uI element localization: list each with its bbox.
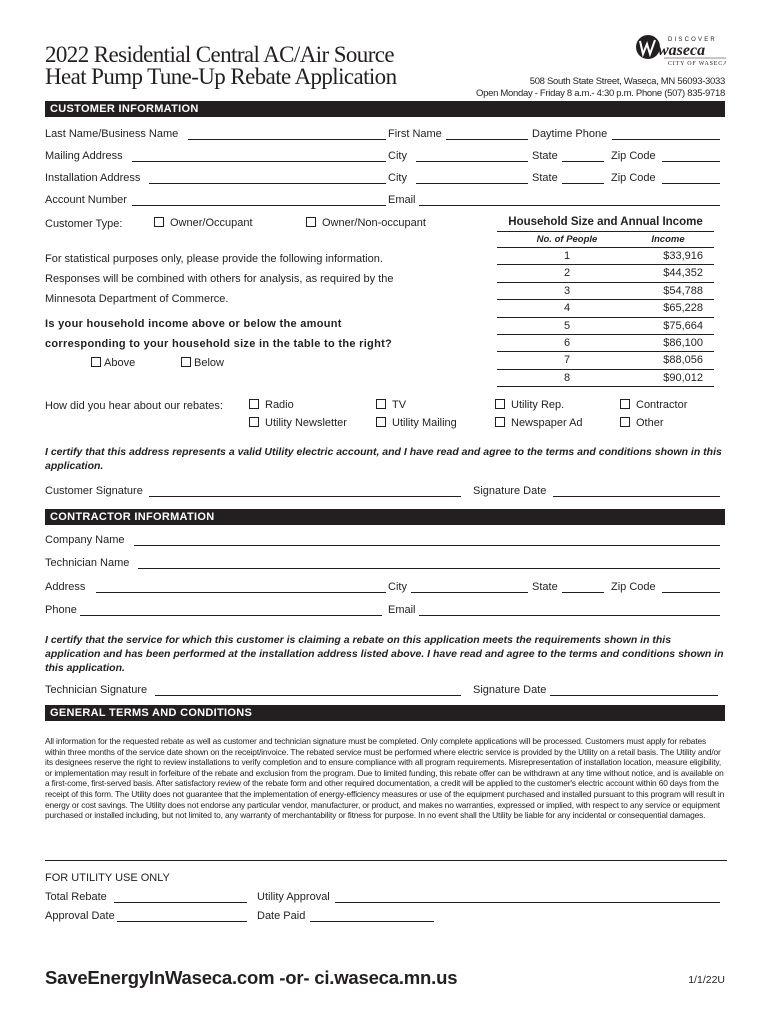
- income-above-option[interactable]: [91, 357, 135, 370]
- technician-signature-date-field[interactable]: [550, 695, 718, 696]
- contractor-info-header: [45, 509, 725, 525]
- installation-zip-label: Zip Code: [611, 172, 656, 184]
- contractor-state-field[interactable]: [562, 592, 604, 593]
- installation-address-field[interactable]: [149, 183, 386, 184]
- source-tv-checkbox[interactable]: [376, 399, 386, 409]
- utility-address-block: [476, 76, 725, 100]
- owner-non-occupant-option[interactable]: [306, 217, 426, 230]
- utility-use-heading: FOR UTILITY USE ONLY: [45, 872, 170, 884]
- source-radio-label: Radio: [265, 399, 294, 411]
- source-utility-rep[interactable]: [495, 399, 564, 412]
- household-table-row: [497, 369, 714, 387]
- waseca-logo-mark: [634, 32, 726, 66]
- utility-address: 508 South State Street, Waseca, MN 56093-3033: [529, 76, 725, 87]
- contractor-state-label: State: [532, 581, 558, 593]
- customer-info-title: CUSTOMER INFORMATION: [50, 103, 199, 115]
- customer-signature-field[interactable]: [149, 496, 461, 497]
- income-below-checkbox[interactable]: [181, 357, 191, 367]
- contractor-city-field[interactable]: [411, 592, 528, 593]
- hear-about-label: How did you hear about our rebates:: [45, 400, 223, 412]
- source-utility-newsletter-label: Utility Newsletter: [265, 417, 347, 429]
- household-table-row: [497, 247, 714, 265]
- household-table-row: [497, 334, 714, 352]
- contractor-address-field[interactable]: [96, 592, 386, 593]
- first-name-label: First Name: [388, 128, 442, 140]
- stat-text-line-1: For statistical purposes only, please provide the following information.: [45, 253, 383, 265]
- household-table-row: [497, 351, 714, 369]
- date-paid-field[interactable]: [310, 921, 434, 922]
- contractor-certification: I certify that the service for which this customer is claiming a rebate on this application meets the requirements shown in this application and has been performed at the installation address listed above. I have read and agree to the terms and conditions shown in this application.: [45, 634, 724, 674]
- account-number-field[interactable]: [132, 205, 386, 206]
- form-version: 1/1/22U: [688, 974, 725, 986]
- daytime-phone-label: Daytime Phone: [532, 128, 608, 140]
- title-line-2: Heat Pump Tune-Up Rebate Application: [45, 64, 397, 89]
- mailing-city-field[interactable]: [416, 161, 528, 162]
- household-people-cell: 1: [563, 250, 571, 262]
- household-people-cell: 8: [563, 371, 571, 384]
- household-table-top-rule: [497, 231, 714, 232]
- utility-use-divider: [45, 860, 727, 861]
- household-table-row: [497, 282, 714, 300]
- source-utility-newsletter-checkbox[interactable]: [249, 417, 259, 427]
- household-people-cell: 5: [563, 319, 571, 332]
- mailing-city-label: City: [388, 150, 407, 162]
- installation-city-field[interactable]: [416, 183, 528, 184]
- mailing-state-field[interactable]: [562, 161, 604, 162]
- household-people-cell: 7: [563, 354, 571, 367]
- stat-text-line-2: Responses will be combined with others for analysis, as required by the: [45, 273, 394, 285]
- approval-date-field[interactable]: [117, 921, 247, 922]
- mailing-address-field[interactable]: [132, 161, 386, 162]
- household-income-cell: $54,788: [663, 284, 703, 297]
- mailing-address-label: Mailing Address: [45, 150, 123, 162]
- approval-date-label: Approval Date: [45, 910, 115, 922]
- customer-certification: I certify that this address represents a valid Utility electric account, and I have read and agree to the terms and conditions shown in this application.: [45, 446, 722, 472]
- household-table-row: [497, 299, 714, 317]
- source-contractor-label: Contractor: [636, 399, 688, 411]
- technician-signature-label: Technician Signature: [45, 684, 148, 696]
- footer-websites: SaveEnergyInWaseca.com -or- ci.waseca.mn.us: [45, 967, 458, 988]
- company-name-label: Company Name: [45, 534, 125, 546]
- total-rebate-label: Total Rebate: [45, 891, 107, 903]
- household-col-people: No. of People: [536, 234, 598, 245]
- mailing-state-label: State: [532, 150, 558, 162]
- source-newspaper-ad-checkbox[interactable]: [495, 417, 505, 427]
- form-title: [45, 44, 396, 88]
- source-contractor-checkbox[interactable]: [620, 399, 630, 409]
- contractor-email-field[interactable]: [419, 615, 720, 616]
- technician-name-field[interactable]: [138, 568, 720, 569]
- total-rebate-field[interactable]: [114, 902, 247, 903]
- source-newspaper-ad-label: Newspaper Ad: [511, 417, 583, 429]
- household-table-bottom-rule: [497, 386, 714, 387]
- household-income-cell: $75,664: [663, 319, 703, 332]
- last-name-field[interactable]: [188, 139, 386, 140]
- household-people-cell: 2: [563, 267, 571, 280]
- customer-info-header: [45, 101, 725, 117]
- source-utility-newsletter[interactable]: [249, 417, 347, 430]
- contractor-city-label: City: [388, 581, 407, 593]
- first-name-field[interactable]: [446, 139, 528, 140]
- title-line-1: 2022 Residential Central AC/Air Source: [45, 42, 394, 67]
- source-utility-rep-checkbox[interactable]: [495, 399, 505, 409]
- income-below-label: Below: [194, 357, 224, 369]
- household-col-income: Income: [651, 234, 685, 245]
- source-radio[interactable]: [249, 399, 294, 412]
- last-name-label: Last Name/Business Name: [45, 128, 179, 140]
- waseca-logo: [634, 32, 726, 66]
- source-tv[interactable]: [376, 399, 406, 412]
- technician-signature-date-label: Signature Date: [473, 684, 547, 696]
- source-utility-rep-label: Utility Rep.: [511, 399, 565, 411]
- household-people-cell: 3: [563, 284, 571, 297]
- installation-zip-field[interactable]: [662, 183, 720, 184]
- household-people-cell: 4: [563, 302, 571, 315]
- utility-hours-phone: Open Monday - Friday 8 a.m.- 4:30 p.m. Phone (507) 835-9718: [476, 88, 725, 99]
- utility-approval-field[interactable]: [335, 902, 720, 903]
- terms-body: All information for the requested rebate as well as customer and technician signature must be completed. Only complete applications will be processed. Customers must apply for rebates within three months of the service date shown on the receipt/invoice. The rebated service must be performed where electric service is provided by the Utility on a retail basis. The Utility and/or its designees reserve the right to review installations to verify completion and to ensure compliance with all program requirements. Misrepresentation of installation location, measure eligibility, or implementation may result in forfeiture of the rebate and exclusion from the program. Due to limited funding, this rebate offer can be withdrawn at any time without notice, and is available on a first-come, first-served basis. After satisfactory review of the rebate form and other required documentation, a credit will be applied to the customer's electric account within 60 days from the receipt of this form. The Utility does not guarantee that the implementation of energy-efficiency measures or use of the equipment purchased and installed pursuant to this program will result in energy or cost savings. The Utility does not endorse any particular vendor, manufacturer, or product, and makes no warranties, expressed or implied, with respect to any service or equipment purchased or installed including, but not limited to, any warranty of merchantability or fitness for purpose. In no event shall the Utility be liable for any incidental or consequential damages.: [45, 736, 725, 821]
- customer-signature-date-field[interactable]: [553, 496, 720, 497]
- owner-occupant-checkbox[interactable]: [154, 217, 164, 227]
- source-utility-mailing[interactable]: [376, 417, 457, 430]
- household-table-row: [497, 264, 714, 282]
- installation-address-label: Installation Address: [45, 172, 141, 184]
- contractor-address-label: Address: [45, 581, 86, 593]
- household-income-cell: $33,916: [663, 250, 703, 262]
- customer-email-field[interactable]: [419, 205, 720, 206]
- income-question-line-1: Is your household income above or below the amount: [45, 318, 342, 330]
- installation-city-label: City: [388, 172, 407, 184]
- stat-text-line-3: Minnesota Department of Commerce.: [45, 293, 229, 305]
- household-income-cell: $86,100: [663, 337, 703, 349]
- installation-state-label: State: [532, 172, 558, 184]
- logo-waseca-text: waseca: [658, 42, 706, 59]
- household-income-cell: $65,228: [663, 302, 703, 315]
- source-utility-mailing-label: Utility Mailing: [392, 417, 457, 429]
- source-other-checkbox[interactable]: [620, 417, 630, 427]
- source-radio-checkbox[interactable]: [249, 399, 259, 409]
- owner-occupant-option[interactable]: [154, 217, 253, 230]
- household-table-title: Household Size and Annual Income: [508, 216, 703, 228]
- utility-approval-label: Utility Approval: [257, 891, 330, 903]
- customer-type-label: Customer Type:: [45, 218, 123, 230]
- contractor-phone-field[interactable]: [80, 615, 382, 616]
- household-table-row: [497, 317, 714, 335]
- income-below-option[interactable]: [181, 357, 224, 370]
- income-above-label: Above: [104, 357, 136, 369]
- owner-occupant-label: Owner/Occupant: [170, 217, 253, 229]
- owner-non-occupant-checkbox[interactable]: [306, 217, 316, 227]
- source-utility-mailing-checkbox[interactable]: [376, 417, 386, 427]
- household-income-cell: $88,056: [663, 354, 703, 367]
- contractor-email-label: Email: [388, 604, 416, 616]
- household-income-cell: $90,012: [663, 371, 703, 384]
- customer-signature-date-label: Signature Date: [473, 485, 547, 497]
- source-tv-label: TV: [392, 399, 407, 411]
- daytime-phone-field[interactable]: [612, 139, 720, 140]
- technician-name-label: Technician Name: [45, 557, 130, 569]
- contractor-phone-label: Phone: [45, 604, 77, 616]
- owner-non-occupant-label: Owner/Non-occupant: [322, 217, 426, 229]
- date-paid-label: Date Paid: [257, 910, 306, 922]
- logo-discover-text: DISCOVER: [668, 37, 717, 43]
- mailing-zip-field[interactable]: [662, 161, 720, 162]
- installation-state-field[interactable]: [562, 183, 604, 184]
- company-name-field[interactable]: [134, 545, 720, 546]
- contractor-info-title: CONTRACTOR INFORMATION: [50, 511, 215, 523]
- customer-email-label: Email: [388, 194, 416, 206]
- terms-title: GENERAL TERMS AND CONDITIONS: [50, 707, 253, 719]
- household-income-cell: $44,352: [663, 267, 703, 280]
- account-number-label: Account Number: [45, 194, 127, 206]
- household-people-cell: 6: [563, 337, 571, 349]
- contractor-zip-field[interactable]: [662, 592, 720, 593]
- source-contractor[interactable]: [620, 399, 687, 412]
- income-question-line-2: corresponding to your household size in the table to the right?: [45, 338, 393, 350]
- logo-city-text: CITY OF WASECA: [668, 61, 726, 66]
- income-above-checkbox[interactable]: [91, 357, 101, 367]
- contractor-zip-label: Zip Code: [611, 581, 656, 593]
- terms-header: [45, 705, 725, 721]
- source-newspaper-ad[interactable]: [495, 417, 583, 430]
- mailing-zip-label: Zip Code: [611, 150, 656, 162]
- technician-signature-field[interactable]: [155, 695, 461, 696]
- source-other[interactable]: [620, 417, 664, 430]
- customer-signature-label: Customer Signature: [45, 485, 143, 497]
- source-other-label: Other: [636, 417, 664, 429]
